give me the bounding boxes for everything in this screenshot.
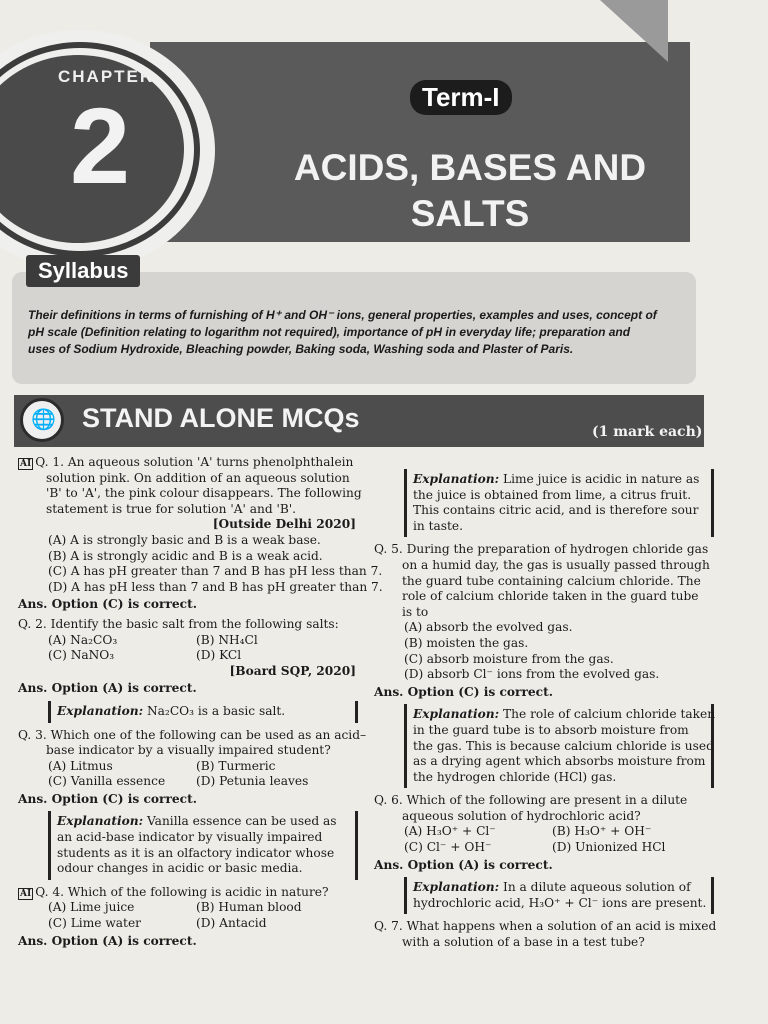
syllabus-text <box>28 307 696 358</box>
option-row <box>18 916 358 932</box>
option: (D) KCl <box>196 648 242 663</box>
option: (D) A has pH less than 7 and B has pH greater than 7. <box>48 579 383 594</box>
option: (A) A is strongly basic and B is a weak base. <box>48 532 321 547</box>
option: (D) Unionized HCl <box>552 840 666 855</box>
left-column <box>18 455 383 953</box>
option: (B) Human blood <box>196 900 302 915</box>
question-1-line: statement is true for solution 'A' and 'B'. <box>46 501 297 516</box>
syllabus-line: pH scale (Definition relating to logarithm not required), importance of pH in everyday life; preparation and <box>28 325 631 339</box>
option-row <box>18 633 358 649</box>
header-corner-decoration <box>600 0 668 62</box>
option: (C) Lime water <box>48 916 141 931</box>
question-2-line: Q. 2. Identify the basic salt from the following salts: <box>18 616 339 631</box>
ai-badge: AI <box>20 888 32 899</box>
question-5-line: on a humid day, the gas is usually passed through <box>402 557 710 572</box>
term-badge: Term-I <box>410 80 512 115</box>
option-row <box>374 840 714 856</box>
answer: Ans. Option (C) is correct. <box>18 791 197 806</box>
option-row <box>374 824 714 840</box>
question-4-line: AI Q. 4. Which of the following is acidic in nature? <box>20 884 329 899</box>
question-1-line: AI Q. 1. An aqueous solution 'A' turns phenolphthalein <box>20 455 354 469</box>
option: (A) absorb the evolved gas. <box>404 620 573 635</box>
question-1-line: solution pink. On addition of an aqueous solution <box>46 470 350 485</box>
option: (C) NaNO₃ <box>48 648 115 663</box>
question-5-line: Q. 5. During the preparation of hydrogen chloride gas <box>374 542 709 557</box>
option-row <box>18 759 358 775</box>
question-5-line: the guard tube containing calcium chloride. The <box>402 573 701 588</box>
chapter-title-line2: SALTS <box>410 193 530 234</box>
option: (A) H₃O⁺ + Cl⁻ <box>404 824 496 839</box>
option: (D) Petunia leaves <box>196 774 309 789</box>
option: (C) absorb moisture from the gas. <box>404 651 614 666</box>
answer: Ans. Option (C) is correct. <box>18 597 197 612</box>
question-3-line: base indicator by a visually impaired student? <box>46 743 331 758</box>
option: (B) H₃O⁺ + OH⁻ <box>552 824 652 839</box>
option: (C) Vanilla essence <box>48 774 166 789</box>
syllabus-line: Their definitions in terms of furnishing of H⁺ and OH⁻ ions, general properties, examples and uses, concept of <box>28 308 657 322</box>
question-7-line: with a solution of a base in a test tube? <box>402 935 645 950</box>
question-3-line: Q. 3. Which one of the following can be used as an acid– <box>18 727 367 742</box>
answer: Ans. Option (A) is correct. <box>18 681 197 696</box>
question-source: [Outside Delhi 2020] <box>212 517 356 532</box>
section-marks: (1 mark each) <box>592 424 703 440</box>
ai-badge: AI <box>20 459 32 469</box>
explanation-box: Explanation: In a dilute aqueous solution of hydrochloric acid, H₃O⁺ + Cl⁻ ions are present. <box>404 877 714 914</box>
question-6-line: aqueous solution of hydrochloric acid? <box>402 808 641 823</box>
option: (B) Turmeric <box>196 758 276 773</box>
question-7-line: Q. 7. What happens when a solution of an acid is mixed <box>374 919 717 934</box>
chapter-label: CHAPTER <box>58 67 155 86</box>
explanation-box: Explanation: Vanilla essence can be used as an acid-base indicator by visually impaired students as it is an olfactory indicator whose odour changes in acidic or basic media. <box>48 811 358 879</box>
answer: Ans. Option (C) is correct. <box>374 684 553 699</box>
explanation-box: Explanation: The role of calcium chloride taken in the guard tube is to absorb moisture from the gas. This is because calcium chloride is used as a drying agent which absorbs moisture from the hydrogen chloride (HCl) gas. <box>404 704 714 788</box>
chapter-number: 2 <box>70 85 131 206</box>
option: (B) NH₄Cl <box>196 632 258 647</box>
globe-icon-glyph: 🌐 <box>31 407 56 431</box>
chapter-title-line1: ACIDS, BASES AND <box>293 147 647 188</box>
answer: Ans. Option (A) is correct. <box>18 933 197 948</box>
option-row <box>18 648 358 664</box>
option-row <box>18 900 358 916</box>
option: (D) absorb Cl⁻ ions from the evolved gas. <box>404 667 660 682</box>
option: (A) Na₂CO₃ <box>48 632 118 647</box>
section-title: STAND ALONE MCQs <box>82 403 360 433</box>
option: (B) A is strongly acidic and B is a weak acid. <box>48 548 323 563</box>
explanation-box: Explanation: Na₂CO₃ is a basic salt. <box>48 701 358 723</box>
option: (C) A has pH greater than 7 and B has pH less than 7. <box>48 564 383 579</box>
option: (B) moisten the gas. <box>404 635 529 650</box>
option: (A) Litmus <box>48 758 113 773</box>
syllabus-line: uses of Sodium Hydroxide, Bleaching powder, Baking soda, Washing soda and Plaster of Paris. <box>28 342 574 356</box>
option: (A) Lime juice <box>48 900 135 915</box>
question-5-line: is to <box>402 604 429 619</box>
explanation-box: Explanation: Lime juice is acidic in nature as the juice is obtained from lime, a citrus fruit. This contains citric acid, and is therefore sour in taste. <box>404 469 714 537</box>
right-column <box>374 455 717 951</box>
question-source: [Board SQP, 2020] <box>229 663 356 678</box>
answer: Ans. Option (A) is correct. <box>374 857 553 872</box>
chapter-title <box>270 145 670 237</box>
option: (D) Antacid <box>196 916 267 931</box>
option-row <box>18 774 358 790</box>
question-1-line: 'B' to 'A', the pink colour disappears. The following <box>46 486 362 501</box>
question-5-line: role of calcium chloride taken in the guard tube <box>402 589 699 604</box>
option: (C) Cl⁻ + OH⁻ <box>404 840 492 855</box>
question-6-line: Q. 6. Which of the following are present in a dilute <box>374 793 688 808</box>
syllabus-label: Syllabus <box>26 255 140 287</box>
